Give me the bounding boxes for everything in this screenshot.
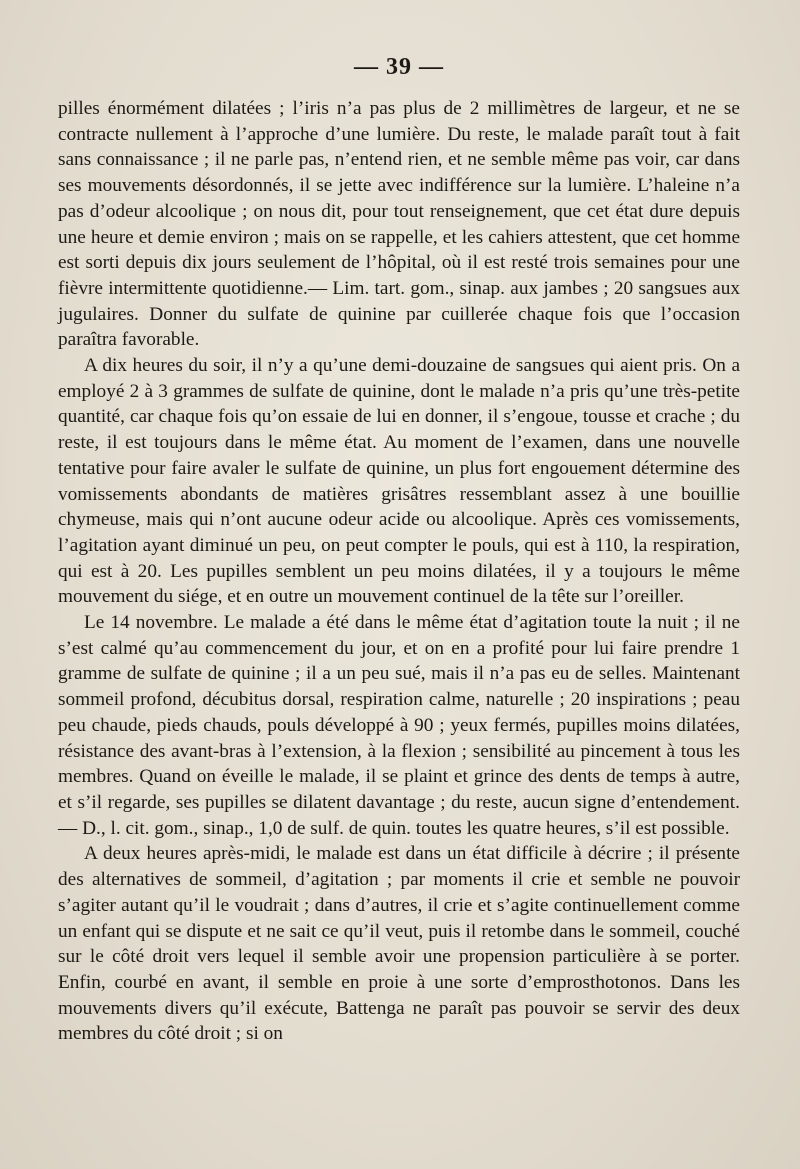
paragraph: A deux heures après-midi, le malade est dans un état difficile à décrire ; il présente des alternatives de sommeil, d’agitation ; par moments il crie et semble ne pouvoir s’agiter autant qu’il le voudrait ; dans d’autres, il crie et s’agite continuellement comme un enfant qui se dispute et ne sait ce qu’il veut, puis il retombe dans le sommeil, couché sur le côté droit vers lequel il semble avoir une propension particulière à se porter. Enfin, courbé en avant, il semble en proie à une sorte d’emprosthotonos. Dans les mouvements divers qu’il exécute, Battenga ne paraît pas pouvoir se servir des deux membres du côté droit ; si on: [58, 843, 740, 1045]
body-text: [58, 96, 740, 1047]
page-number: — 39 —: [354, 54, 444, 80]
paragraph-continued: pilles énormément dilatées ; l’iris n’a pas plus de 2 millimètres de largeur, et ne se contracte nullement à l’approche d’une lumière. Du reste, le malade paraît tout à fait sans connaissance ; il ne parle pas, n’entend rien, et ne semble même pas voir, car dans ses mouvements désordonnés, il se jette avec indifférence sur la lumière. L’haleine n’a pas d’odeur alcoolique ; on nous dit, pour tout renseignement, que cet état dure depuis une heure et demie environ ; mais on se rappelle, et les cahiers attestent, que cet homme est sorti depuis dix jours seulement de l’hôpital, où il est resté trois semaines pour une fièvre intermittente quotidienne.— Lim. tart. gom., sinap. aux jambes ; 20 sangsues aux jugulaires. Donner du sulfate de quinine par cuillerée chaque fois que l’occasion paraîtra favorable.: [58, 98, 740, 351]
paragraph: Le 14 novembre. Le malade a été dans le même état d’agitation toute la nuit ; il ne s’est calmé qu’au commencement du jour, et on en a profité pour lui faire prendre 1 gramme de sulfate de quinine ; il a un peu sué, mais il n’a pas eu de selles. Maintenant sommeil profond, décubitus dorsal, respiration calme, naturelle ; 20 inspirations ; peau peu chaude, pieds chauds, pouls développé à 90 ; yeux fermés, pupilles moins dilatées, résistance des avant-bras à l’extension, à la flexion ; sensibilité au pincement à tous les membres. Quand on éveille le malade, il se plaint et grince des dents de temps à autre, et s’il regarde, ses pupilles se dilatent davantage ; du reste, aucun signe d’entendement. — D., l. cit. gom., sinap., 1,0 de sulf. de quin. toutes les quatre heures, s’il est possible.: [58, 612, 740, 839]
paragraph: A dix heures du soir, il n’y a qu’une demi-douzaine de sangsues qui aient pris. On a employé 2 à 3 grammes de sulfate de quinine, dont le malade n’a pris qu’une très-petite quantité, car chaque fois qu’on essaie de lui en donner, il s’engoue, tousse et crache ; du reste, il est toujours dans le même état. Au moment de l’examen, dans une nouvelle tentative pour faire avaler le sulfate de quinine, un plus fort engouement détermine des vomissements abondants de matières grisâtres ressemblant assez à une bouillie chymeuse, mais qui n’ont aucune odeur acide ou alcoolique. Après ces vomissements, l’agitation ayant diminué un peu, on peut compter le pouls, qui est à 110, la respiration, qui est à 20. Les pupilles semblent un peu moins dilatées, il y a toujours le même mouvement du siége, et en outre un mouvement continuel de la tête sur l’oreiller.: [58, 355, 740, 608]
